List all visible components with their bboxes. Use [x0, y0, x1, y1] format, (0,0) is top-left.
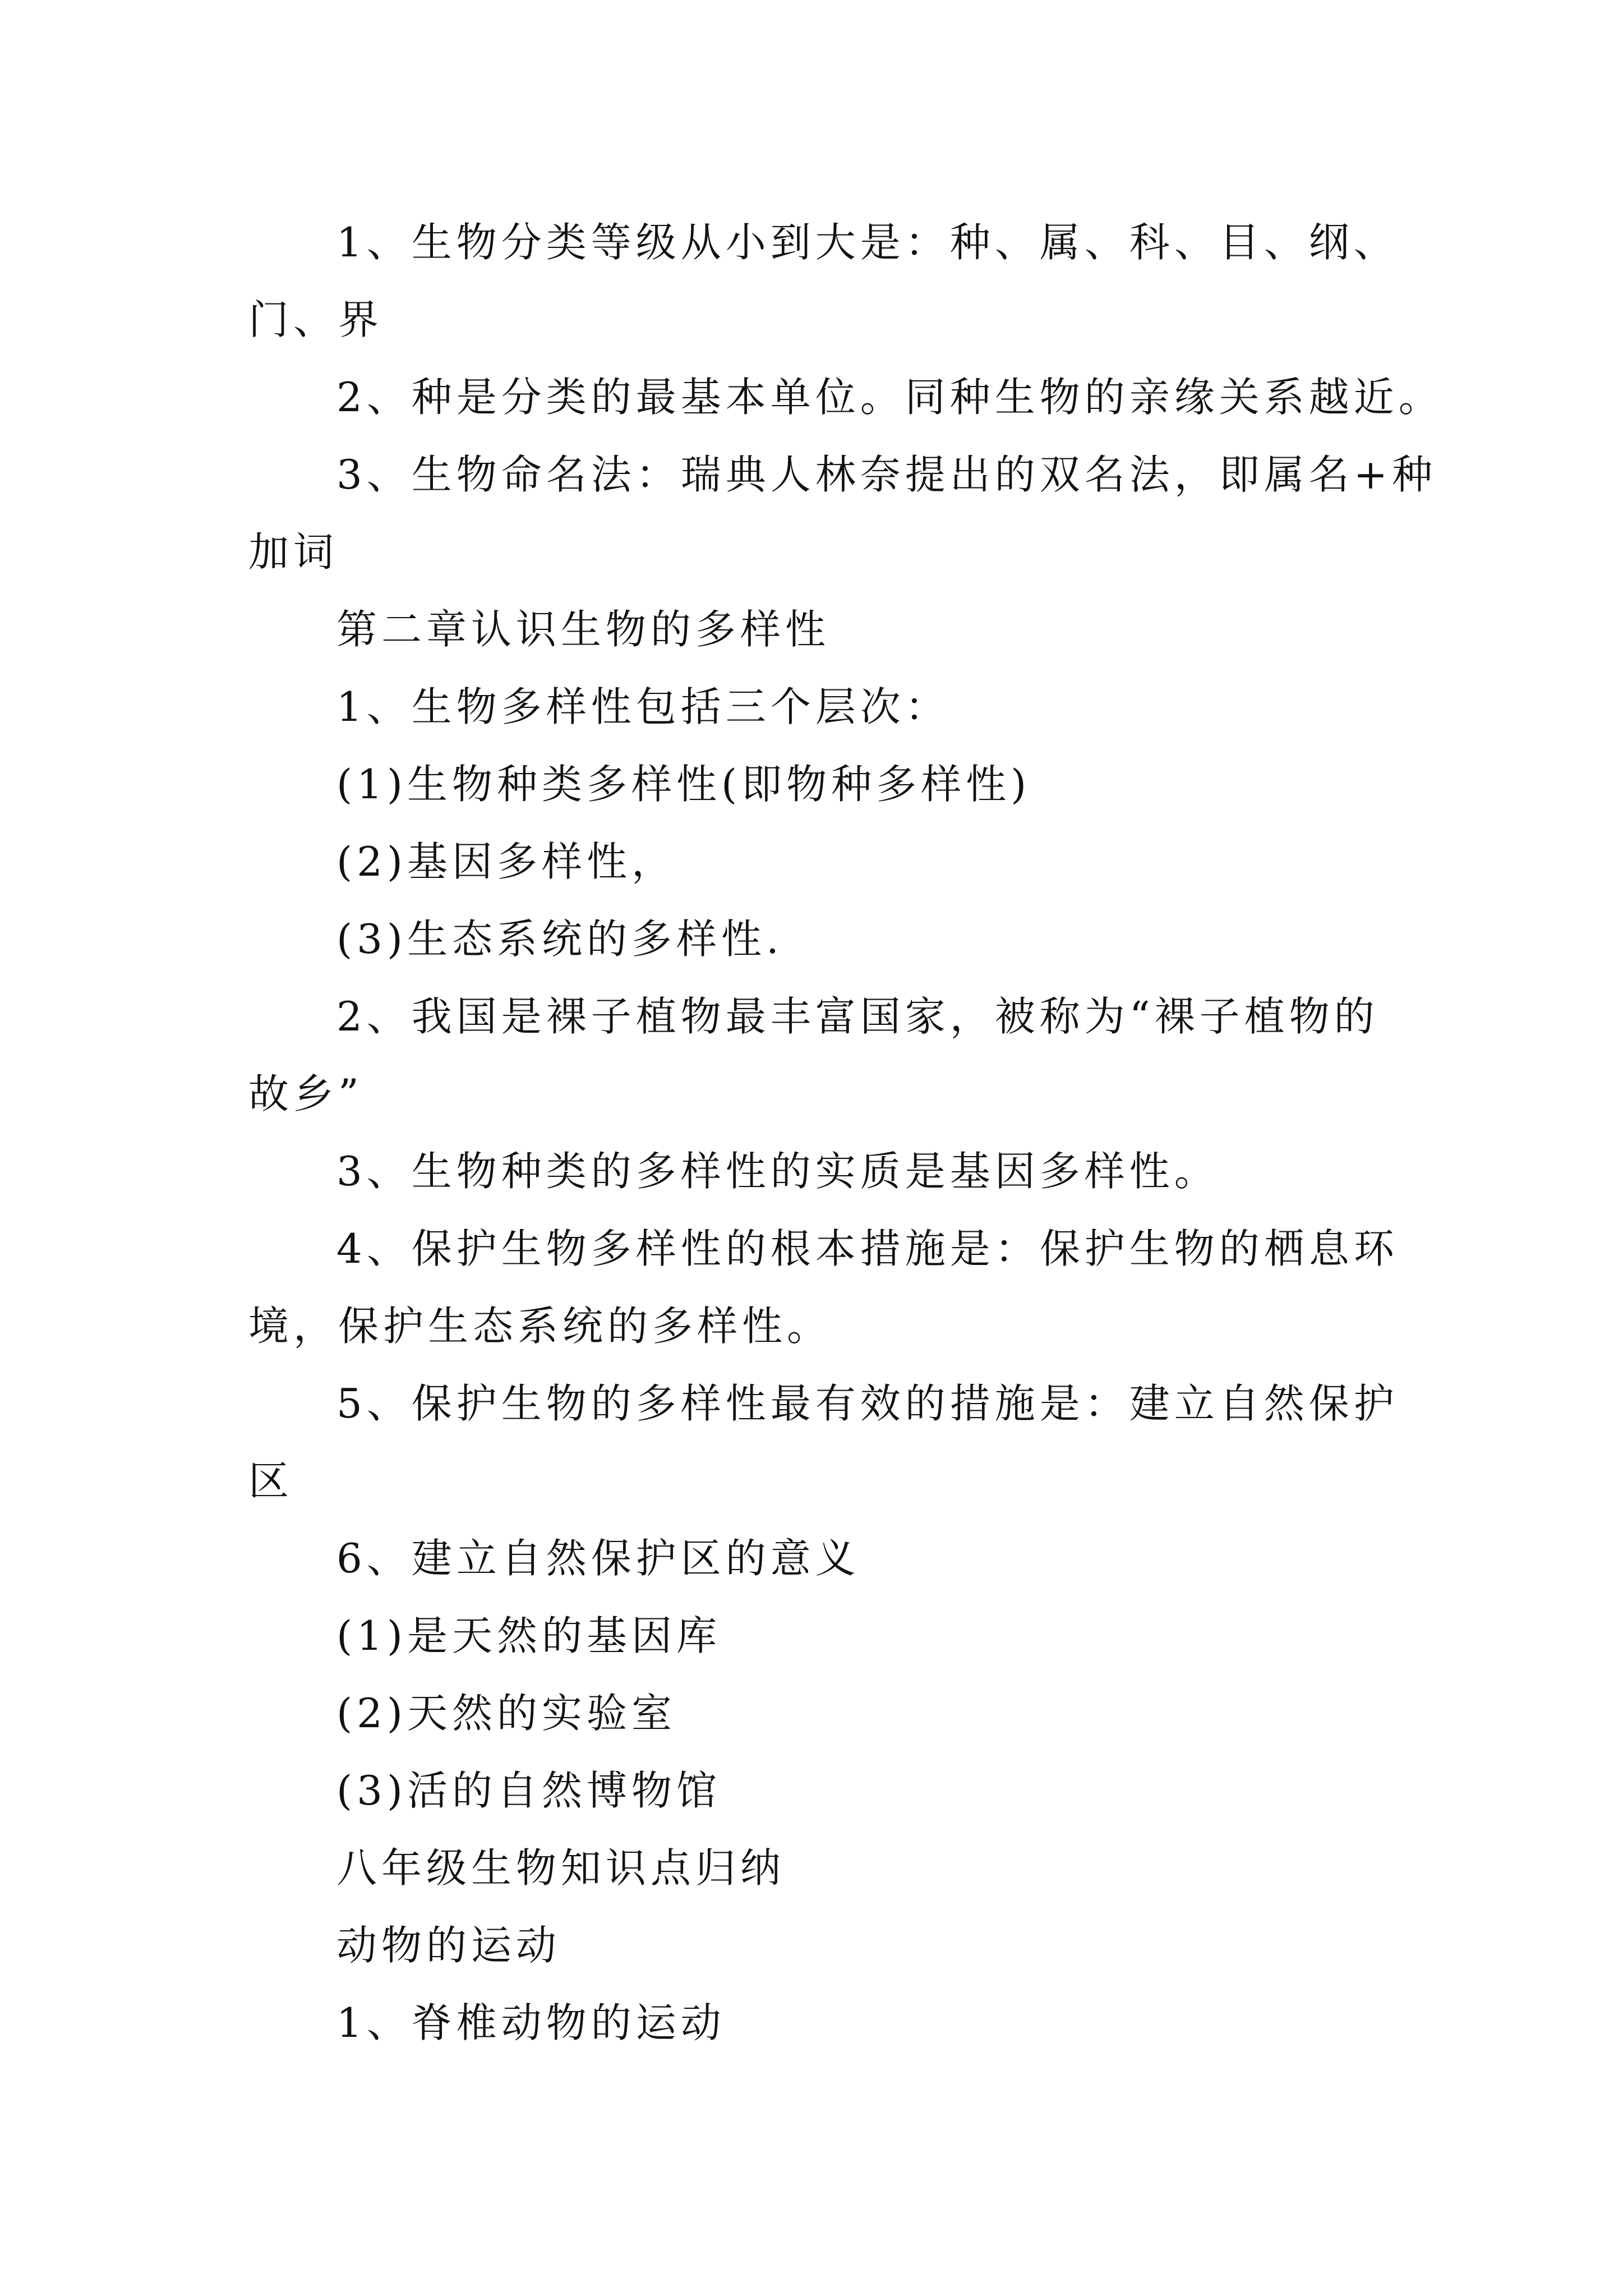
text-line: (1)生物种类多样性(即物种多样性) [336, 761, 1031, 808]
text-line: 2、我国是裸子植物最丰富国家，被称为“裸子植物的 [336, 993, 1379, 1040]
text-line: 区 [248, 1457, 294, 1504]
text-line: 故乡” [248, 1070, 363, 1117]
text-line: (3)生态系统的多样性. [336, 915, 783, 963]
text-line: 门、界 [248, 296, 384, 343]
text-line: 1、脊椎动物的运动 [336, 1999, 726, 2046]
text-line: 1、生物分类等级从小到大是：种、属、科、目、纲、 [336, 219, 1399, 266]
text-line: (1)是天然的基因库 [336, 1612, 721, 1659]
text-line: 境，保护生态系统的多样性。 [248, 1303, 832, 1350]
text-line: 加词 [248, 528, 339, 576]
text-line: 4、保护生物多样性的根本措施是：保护生物的栖息环 [336, 1225, 1399, 1272]
text-line: (2)天然的实验室 [336, 1690, 676, 1737]
text-line: 2、种是分类的最基本单位。同种生物的亲缘关系越近。 [336, 374, 1444, 421]
text-line: 5、保护生物的多样性最有效的措施是：建立自然保护 [336, 1380, 1399, 1427]
section-heading: 八年级生物知识点归纳 [336, 1844, 786, 1892]
text-line: 1、生物多样性包括三个层次： [336, 683, 950, 730]
text-line: (2)基因多样性， [336, 838, 676, 885]
section-heading: 第二章认识生物的多样性 [336, 606, 831, 653]
text-line: 6、建立自然保护区的意义 [336, 1535, 860, 1582]
text-line: (3)活的自然博物馆 [336, 1767, 721, 1814]
section-heading: 动物的运动 [336, 1922, 561, 1969]
text-line: 3、生物命名法：瑞典人林奈提出的双名法，即属名+种 [336, 451, 1437, 498]
text-line: 3、生物种类的多样性的实质是基因多样性。 [336, 1148, 1219, 1195]
